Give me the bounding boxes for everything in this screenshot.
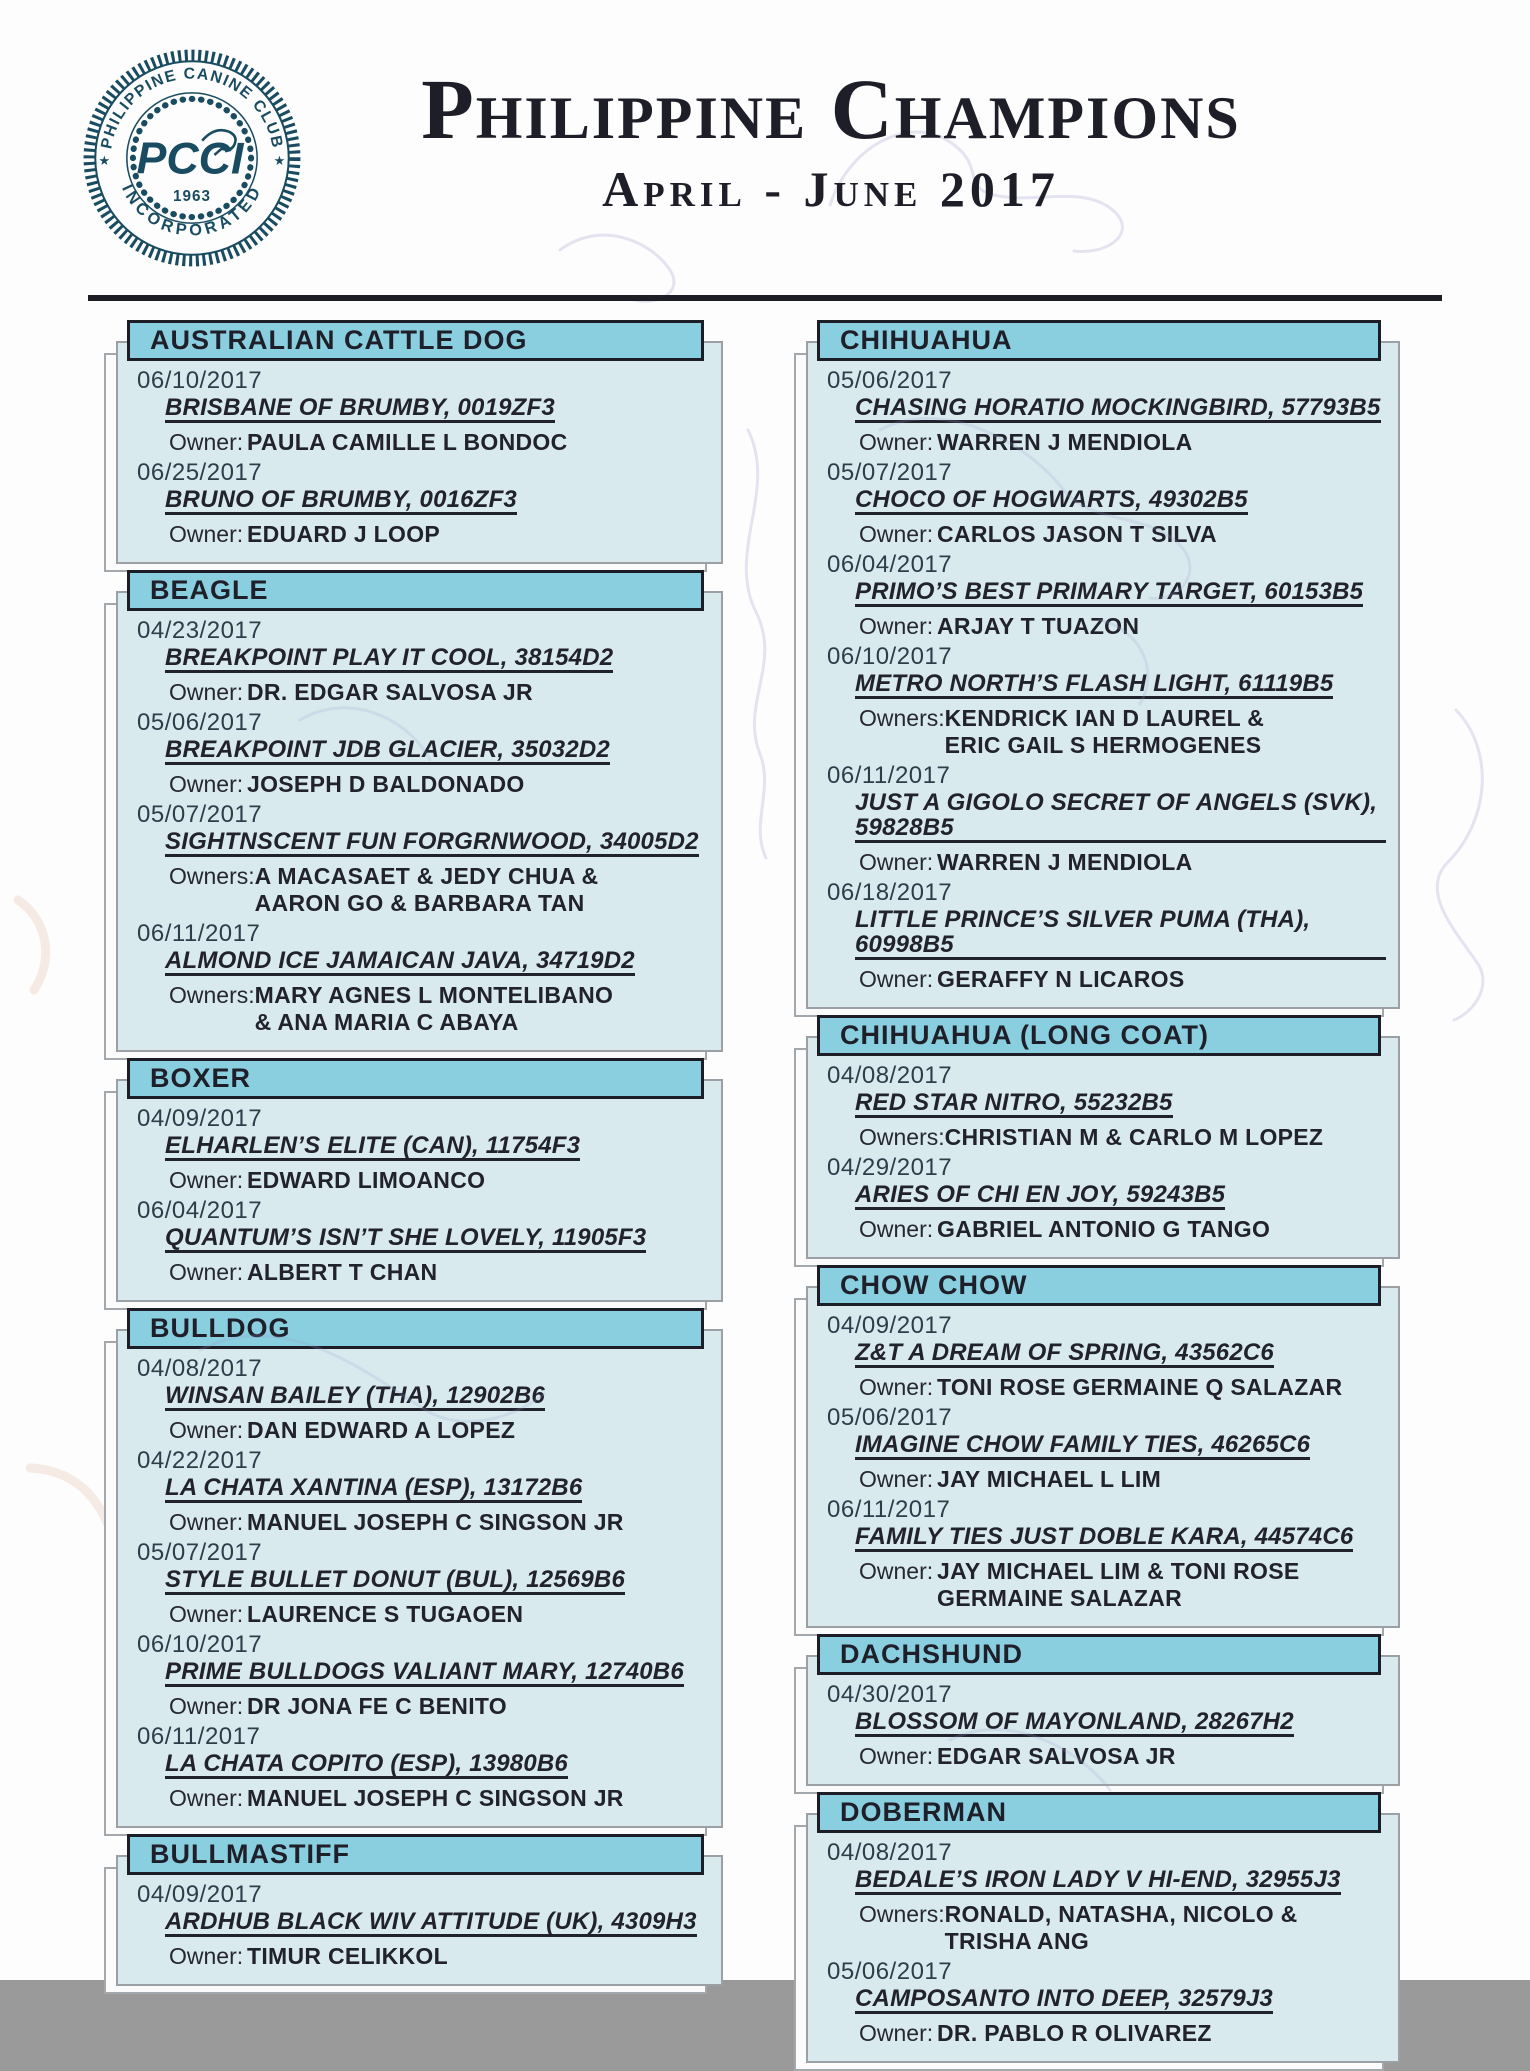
entry-date: 04/30/2017 xyxy=(827,1681,953,1708)
dog-name-row xyxy=(855,1709,1386,1737)
dog-name: Z&T A DREAM OF SPRING, 43562C6 xyxy=(855,1339,1274,1366)
page-title: Philippine Champions xyxy=(421,61,1241,157)
owner-name-line: TIMUR CELIKKOL xyxy=(247,1943,448,1969)
dog-name-row xyxy=(855,1182,1386,1210)
breed-title: CHOW CHOW xyxy=(840,1270,1028,1300)
owner-name-line: CARLOS JASON T SILVA xyxy=(937,521,1217,547)
owner-name xyxy=(247,1693,507,1720)
dog-name-row xyxy=(855,1524,1386,1552)
dog-name: RED STAR NITRO, 55232B5 xyxy=(855,1089,1173,1116)
dog-name-row xyxy=(855,1340,1386,1368)
owner-name xyxy=(937,1743,1176,1770)
champion-entry xyxy=(808,1683,1386,1770)
owner-row xyxy=(169,429,709,456)
breed-body xyxy=(116,591,723,1052)
dog-name-row xyxy=(165,1475,709,1503)
owner-name-line: MANUEL JOSEPH C SINGSON JR xyxy=(247,1785,624,1811)
dog-name: IMAGINE CHOW FAMILY TIES, 46265C6 xyxy=(855,1431,1311,1458)
owner-name xyxy=(937,2020,1212,2047)
owner-row xyxy=(169,771,709,798)
breed-section xyxy=(806,1265,1400,1628)
champion-entry xyxy=(118,711,709,798)
owner-name xyxy=(247,1785,624,1812)
owner-name-line: MANUEL JOSEPH C SINGSON JR xyxy=(247,1509,624,1535)
owner-name-line: DR. PABLO R OLIVAREZ xyxy=(937,2020,1212,2046)
owner-label: Owner: xyxy=(859,613,934,639)
owner-name xyxy=(945,705,1265,759)
seal-star-left: ★ xyxy=(98,153,111,169)
owner-name-line: GERAFFY N LICAROS xyxy=(937,966,1185,992)
owner-name xyxy=(937,1466,1161,1493)
breed-section xyxy=(116,1308,723,1828)
owner-name-line: ARJAY T TUAZON xyxy=(937,613,1140,639)
breed-section xyxy=(116,570,723,1052)
owner-row xyxy=(859,849,1386,876)
dog-name-row xyxy=(165,948,709,976)
dog-name-row xyxy=(165,1751,709,1779)
owner-row xyxy=(859,429,1386,456)
owner-label: Owner: xyxy=(859,849,934,875)
champion-entry xyxy=(808,1498,1386,1612)
dog-name: BRISBANE OF BRUMBY, 0019ZF3 xyxy=(165,394,555,421)
owner-label: Owner: xyxy=(169,1509,244,1535)
champion-entry xyxy=(118,1357,709,1444)
champion-entry xyxy=(808,461,1386,548)
entry-date: 04/29/2017 xyxy=(827,1154,953,1181)
breed-body xyxy=(806,1813,1400,2063)
owner-row xyxy=(859,1216,1386,1243)
owner-label: Owner: xyxy=(859,1466,934,1492)
entry-date: 06/11/2017 xyxy=(137,920,261,947)
owner-name-line: RONALD, NATASHA, NICOLO & TRISHA ANG xyxy=(944,1901,1298,1954)
owner-name-line: JOSEPH D BALDONADO xyxy=(247,771,525,797)
dog-name: STYLE BULLET DONUT (BUL), 12569B6 xyxy=(165,1566,625,1593)
dog-name-row xyxy=(165,1909,709,1937)
entry-date: 04/09/2017 xyxy=(827,1312,953,1339)
owner-name xyxy=(247,1259,437,1286)
owner-name xyxy=(945,1901,1386,1955)
entry-date: 04/08/2017 xyxy=(827,1839,953,1866)
breed-section xyxy=(806,1634,1400,1786)
owner-name-line: GERMAINE SALAZAR xyxy=(937,1585,1183,1611)
seal-star-right: ★ xyxy=(273,153,286,169)
entry-date: 06/11/2017 xyxy=(827,762,951,789)
owner-label: Owners: xyxy=(859,1901,945,1927)
champion-entry xyxy=(118,922,709,1036)
breed-title: CHIHUAHUA xyxy=(840,325,1013,355)
dog-name: ARDHUB BLACK WIV ATTITUDE (UK), 4309H3 xyxy=(165,1908,697,1935)
champion-entry xyxy=(808,1314,1386,1401)
entry-date: 05/07/2017 xyxy=(827,459,953,486)
breed-section xyxy=(806,320,1400,1009)
owner-label: Owner: xyxy=(859,1374,934,1400)
owner-label: Owner: xyxy=(859,966,934,992)
dog-name-row xyxy=(165,1133,709,1161)
champion-entry xyxy=(118,369,709,456)
breed-body xyxy=(806,1036,1400,1259)
entry-date: 04/22/2017 xyxy=(137,1447,263,1474)
breed-header xyxy=(817,320,1381,361)
owner-row xyxy=(169,679,709,706)
dog-name: BLOSSOM OF MAYONLAND, 28267H2 xyxy=(855,1708,1294,1735)
owner-name xyxy=(255,863,599,917)
owner-name xyxy=(937,521,1217,548)
owner-name xyxy=(247,521,440,548)
dog-name: FAMILY TIES JUST DOBLE KARA, 44574C6 xyxy=(855,1523,1354,1550)
owner-name-line: ALBERT T CHAN xyxy=(247,1259,438,1285)
owner-label: Owners: xyxy=(169,982,255,1008)
champion-entry xyxy=(118,1541,709,1628)
owner-label: Owner: xyxy=(169,1259,244,1285)
owner-row xyxy=(169,863,709,917)
owner-name-line: EDGAR SALVOSA JR xyxy=(937,1743,1176,1769)
breed-title: AUSTRALIAN CATTLE DOG xyxy=(150,325,528,355)
owner-label: Owners: xyxy=(859,705,945,731)
dog-name-row xyxy=(855,1432,1386,1460)
champion-entry xyxy=(808,1841,1386,1955)
dog-name: CAMPOSANTO INTO DEEP, 32579J3 xyxy=(855,1985,1273,2012)
owner-label: Owner: xyxy=(859,1216,934,1242)
champion-entry xyxy=(808,369,1386,456)
entry-date: 04/08/2017 xyxy=(137,1355,263,1382)
dog-name: JUST A GIGOLO SECRET OF ANGELS (SVK), 59828B5 xyxy=(855,790,1386,843)
owner-label: Owner: xyxy=(859,2020,934,2046)
owner-label: Owner: xyxy=(169,771,244,797)
entry-date: 06/10/2017 xyxy=(137,1631,263,1658)
breed-section xyxy=(806,1015,1400,1259)
owner-label: Owner: xyxy=(859,1558,934,1584)
page-subtitle: April - June 2017 xyxy=(602,161,1060,217)
owner-row xyxy=(169,1509,709,1536)
owner-row xyxy=(859,1374,1386,1401)
dog-name-row xyxy=(165,645,709,673)
dog-name-row xyxy=(165,1659,709,1687)
owner-label: Owner: xyxy=(169,1693,244,1719)
breed-body xyxy=(806,1286,1400,1628)
dog-name-row xyxy=(855,1867,1386,1895)
seal-arc-top-text: PHILIPPINE CANINE CLUB xyxy=(98,65,286,151)
owner-name xyxy=(247,1167,485,1194)
entry-date: 06/04/2017 xyxy=(137,1197,263,1224)
champion-entry xyxy=(118,1883,709,1970)
champion-entry xyxy=(808,1960,1386,2047)
owner-name-line: TONI ROSE GERMAINE Q SALAZAR xyxy=(937,1374,1343,1400)
dog-name: QUANTUM’S ISN’T SHE LOVELY, 11905F3 xyxy=(165,1224,647,1251)
champion-entry xyxy=(118,619,709,706)
dog-name: BEDALE’S IRON LADY V HI-END, 32955J3 xyxy=(855,1866,1341,1893)
owner-name xyxy=(945,1124,1324,1151)
owner-label: Owner: xyxy=(169,1167,244,1193)
breed-header xyxy=(127,570,704,611)
owner-row xyxy=(859,1466,1386,1493)
entry-date: 06/18/2017 xyxy=(827,879,953,906)
entry-date: 04/09/2017 xyxy=(137,1881,263,1908)
owner-name xyxy=(937,613,1139,640)
owner-row xyxy=(859,705,1386,759)
breed-body xyxy=(116,1079,723,1302)
entry-date: 06/04/2017 xyxy=(827,551,953,578)
breed-header xyxy=(817,1634,1381,1675)
dog-name: PRIMO’S BEST PRIMARY TARGET, 60153B5 xyxy=(855,578,1364,605)
owner-row xyxy=(859,2020,1386,2047)
dog-name-row xyxy=(165,737,709,765)
owner-row xyxy=(169,1785,709,1812)
owner-name-line: DAN EDWARD A LOPEZ xyxy=(247,1417,516,1443)
breed-title: BULLDOG xyxy=(150,1313,291,1343)
dog-name-row xyxy=(855,395,1386,423)
owner-label: Owner: xyxy=(169,521,244,547)
champion-entry xyxy=(808,1406,1386,1493)
champion-entry xyxy=(808,1156,1386,1243)
dog-name-row xyxy=(855,1986,1386,2014)
owner-name xyxy=(255,982,614,1036)
owner-name-line: A MACASAET & JEDY CHUA & xyxy=(254,863,599,889)
owner-name xyxy=(247,1601,523,1628)
champion-entry xyxy=(808,553,1386,640)
breed-title: BULLMASTIFF xyxy=(150,1839,350,1869)
owner-name-line: WARREN J MENDIOLA xyxy=(937,429,1193,455)
breed-section xyxy=(116,320,723,564)
dog-name: BRUNO OF BRUMBY, 0016ZF3 xyxy=(165,486,517,513)
breed-header xyxy=(817,1265,1381,1306)
owner-name xyxy=(247,1417,515,1444)
owner-name xyxy=(247,429,568,456)
owner-name-line: DR. EDGAR SALVOSA JR xyxy=(247,679,533,705)
owner-name-line: JAY MICHAEL L LIM xyxy=(937,1466,1162,1492)
owner-name xyxy=(937,1558,1300,1612)
entry-date: 05/07/2017 xyxy=(137,1539,263,1566)
dog-name-row xyxy=(165,1383,709,1411)
owner-row xyxy=(859,1558,1386,1612)
owner-name-line: EDWARD LIMOANCO xyxy=(247,1167,486,1193)
seal-arc-bottom-text: INCORPORATED xyxy=(118,181,267,240)
entry-date: 06/10/2017 xyxy=(827,643,953,670)
dog-name-row xyxy=(855,579,1386,607)
breed-body xyxy=(116,341,723,564)
dog-name: CHOCO OF HOGWARTS, 49302B5 xyxy=(855,486,1248,513)
dog-name-row xyxy=(165,395,709,423)
breed-header xyxy=(127,1308,704,1349)
owner-label: Owner: xyxy=(859,429,934,455)
breed-title: BEAGLE xyxy=(150,575,269,605)
entry-date: 04/09/2017 xyxy=(137,1105,263,1132)
entry-date: 05/06/2017 xyxy=(827,1404,953,1431)
owner-row xyxy=(169,1167,709,1194)
owner-row xyxy=(169,982,709,1036)
owner-name xyxy=(937,1374,1342,1401)
entry-date: 04/08/2017 xyxy=(827,1062,953,1089)
owner-name xyxy=(247,679,533,706)
dog-name-row xyxy=(855,671,1386,699)
seal-acronym: PCCI xyxy=(136,133,244,184)
owner-name-line: JAY MICHAEL LIM & TONI ROSE xyxy=(937,1558,1300,1584)
dog-name: LA CHATA XANTINA (ESP), 13172B6 xyxy=(165,1474,583,1501)
owner-name-line: EDUARD J LOOP xyxy=(247,521,441,547)
entry-date: 05/06/2017 xyxy=(827,367,953,394)
dog-name-row xyxy=(855,790,1386,843)
champion-entry xyxy=(808,881,1386,993)
owner-name xyxy=(937,429,1193,456)
owner-name-line: LAURENCE S TUGAOEN xyxy=(247,1601,524,1627)
owner-row xyxy=(859,966,1386,993)
dog-name: BREAKPOINT JDB GLACIER, 35032D2 xyxy=(165,736,610,763)
owner-name-line: PAULA CAMILLE L BONDOC xyxy=(247,429,568,455)
dog-name: LITTLE PRINCE’S SILVER PUMA (THA), 60998B5 xyxy=(855,907,1386,960)
owner-label: Owner: xyxy=(859,1743,934,1769)
champion-entry xyxy=(118,1633,709,1720)
dog-name-row xyxy=(855,1090,1386,1118)
owner-name-line: ERIC GAIL S HERMOGENES xyxy=(944,732,1262,758)
dog-name: METRO NORTH’S FLASH LIGHT, 61119B5 xyxy=(855,670,1334,697)
breed-section xyxy=(116,1834,723,1986)
champion-entry xyxy=(118,1725,709,1812)
entry-date: 06/11/2017 xyxy=(827,1496,951,1523)
owner-name xyxy=(247,1509,624,1536)
owner-row xyxy=(169,1601,709,1628)
champion-entry xyxy=(118,1107,709,1194)
owner-row xyxy=(859,613,1386,640)
dog-name: ELHARLEN’S ELITE (CAN), 11754F3 xyxy=(165,1132,581,1159)
breed-header xyxy=(817,1792,1381,1833)
owner-name xyxy=(937,966,1184,993)
column-right xyxy=(806,320,1400,2069)
owner-name-line: WARREN J MENDIOLA xyxy=(937,849,1193,875)
dog-name: BREAKPOINT PLAY IT COOL, 38154D2 xyxy=(165,644,614,671)
dog-name-row xyxy=(855,487,1386,515)
dog-name: PRIME BULLDOGS VALIANT MARY, 12740B6 xyxy=(165,1658,684,1685)
owner-label: Owner: xyxy=(169,679,244,705)
header-divider-rule xyxy=(88,295,1442,301)
owner-label: Owner: xyxy=(169,1601,244,1627)
breed-title: CHIHUAHUA (LONG COAT) xyxy=(840,1020,1209,1050)
owner-name-line: & ANA MARIA C ABAYA xyxy=(254,1009,519,1035)
entry-date: 06/10/2017 xyxy=(137,367,263,394)
champion-entry xyxy=(808,764,1386,876)
pcci-logo xyxy=(80,46,304,270)
dog-name: WINSAN BAILEY (THA), 12902B6 xyxy=(165,1382,545,1409)
breed-header xyxy=(127,1058,704,1099)
owner-label: Owner: xyxy=(169,429,244,455)
owner-label: Owner: xyxy=(859,521,934,547)
owner-name xyxy=(247,771,525,798)
breed-title: BOXER xyxy=(150,1063,252,1093)
entry-date: 04/23/2017 xyxy=(137,617,263,644)
breed-body xyxy=(806,341,1400,1009)
breed-section xyxy=(806,1792,1400,2063)
owner-label: Owners: xyxy=(169,863,255,889)
owner-name-line: CHRISTIAN M & CARLO M LOPEZ xyxy=(944,1124,1324,1150)
champion-entry xyxy=(118,461,709,548)
entry-date: 05/07/2017 xyxy=(137,801,263,828)
entry-date: 06/25/2017 xyxy=(137,459,263,486)
dog-name-row xyxy=(165,1225,709,1253)
champion-entry xyxy=(118,1449,709,1536)
owner-name-line: AARON GO & BARBARA TAN xyxy=(254,890,585,916)
owner-label: Owner: xyxy=(169,1785,244,1811)
owner-row xyxy=(169,1417,709,1444)
entry-date: 05/06/2017 xyxy=(827,1958,953,1985)
owner-name-line: DR JONA FE C BENITO xyxy=(247,1693,508,1719)
dog-name: ARIES OF CHI EN JOY, 59243B5 xyxy=(855,1181,1226,1208)
dog-name: ALMOND ICE JAMAICAN JAVA, 34719D2 xyxy=(165,947,635,974)
breed-section xyxy=(116,1058,723,1302)
breed-header xyxy=(127,320,704,361)
title-block xyxy=(356,61,1306,217)
dog-name: CHASING HORATIO MOCKINGBIRD, 57793B5 xyxy=(855,394,1381,421)
breed-header xyxy=(127,1834,704,1875)
column-left xyxy=(116,320,723,1992)
dog-name-row xyxy=(165,1567,709,1595)
champion-entry xyxy=(808,645,1386,759)
owner-row xyxy=(859,1901,1386,1955)
breed-header xyxy=(817,1015,1381,1056)
breed-body xyxy=(116,1329,723,1828)
owner-row xyxy=(859,1743,1386,1770)
dog-name-row xyxy=(165,829,709,857)
owner-label: Owner: xyxy=(169,1943,244,1969)
owner-label: Owners: xyxy=(859,1124,945,1150)
owner-name xyxy=(937,1216,1270,1243)
owner-label: Owner: xyxy=(169,1417,244,1443)
entry-date: 05/06/2017 xyxy=(137,709,263,736)
seal-year: 1963 xyxy=(172,187,212,205)
dog-name: SIGHTNSCENT FUN FORGRNWOOD, 34005D2 xyxy=(165,828,699,855)
entry-date: 06/11/2017 xyxy=(137,1723,261,1750)
champion-entry xyxy=(118,803,709,917)
dog-name: LA CHATA COPITO (ESP), 13980B6 xyxy=(165,1750,568,1777)
owner-row xyxy=(859,1124,1386,1151)
owner-name-line: KENDRICK IAN D LAUREL & xyxy=(944,705,1265,731)
owner-row xyxy=(859,521,1386,548)
owner-name-line: GABRIEL ANTONIO G TANGO xyxy=(937,1216,1271,1242)
dog-name-row xyxy=(855,907,1386,960)
owner-name xyxy=(247,1943,448,1970)
owner-row xyxy=(169,1693,709,1720)
breed-title: DACHSHUND xyxy=(840,1639,1023,1669)
owner-row xyxy=(169,1259,709,1286)
breed-title: DOBERMAN xyxy=(840,1797,1007,1827)
champion-entry xyxy=(118,1199,709,1286)
owner-name-line: MARY AGNES L MONTELIBANO xyxy=(254,982,614,1008)
owner-name xyxy=(937,849,1193,876)
dog-name-row xyxy=(165,487,709,515)
owner-row xyxy=(169,1943,709,1970)
champion-entry xyxy=(808,1064,1386,1151)
owner-row xyxy=(169,521,709,548)
